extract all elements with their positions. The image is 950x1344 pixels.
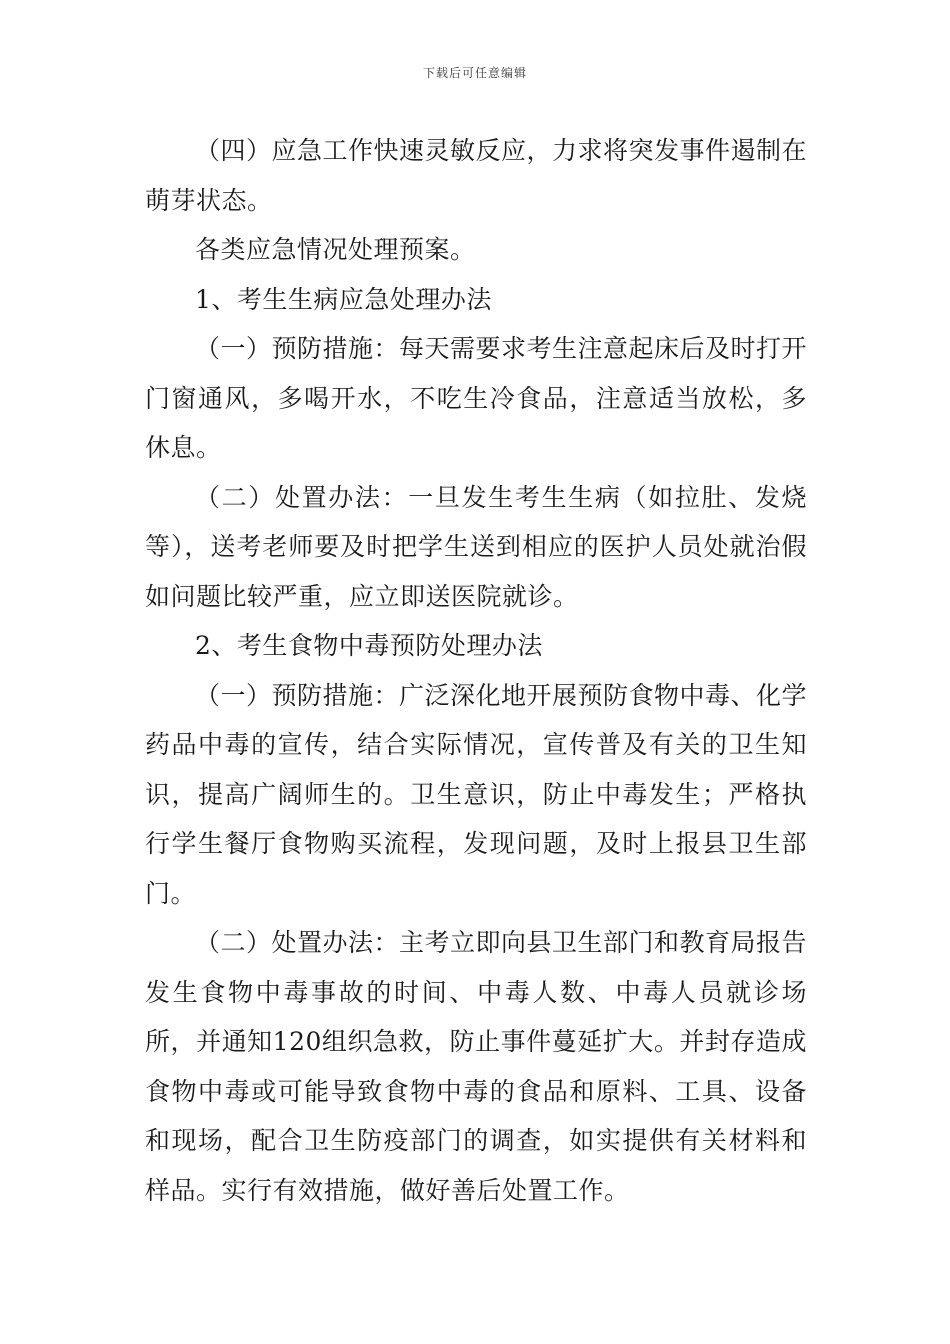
paragraph-food-prevention: （一）预防措施：广泛深化地开展预防食物中毒、化学药品中毒的宣传，结合实际情况，宣传普及有关的卫生知识，提高广阔师生的。卫生意识，防止中毒发生；严格执行学生餐厅食物购买流程，发现问题，及时上报县卫生部门。 [145, 680, 808, 908]
section-heading-illness: 1、考生生病应急处理办法 [195, 284, 492, 314]
page-header: 下载后可任意编辑 [422, 66, 527, 80]
paragraph-plans-heading: 各类应急情况处理预案。 [195, 235, 476, 264]
paragraph-food-handling: （二）处置办法：主考立即向县卫生部门和教育局报告发生食物中毒事故的时间、中毒人数、中毒人员就诊场所，并通知120组织急救，防止事件蔓延扩大。并封存造成食物中毒或可能导致食物中毒的食品和原料、工具、设备和现场，配合卫生防疫部门的调查，如实提供有关材料和样品。实行有效措施，做好善后处置工作。 [145, 928, 808, 1205]
section-heading-food-poisoning: 2、考生食物中毒预防处理办法 [195, 631, 543, 660]
paragraph-emergency-response: （四）应急工作快速灵敏反应，力求将突发事件遏制在萌芽状态。 [145, 136, 808, 215]
document-body [145, 126, 807, 1215]
paragraph-illness-handling: （二）处置办法：一旦发生考生生病（如拉肚、发烧等），送考老师要及时把学生送到相应的医护人员处就治假如问题比较严重，应立即送医院就诊。 [145, 482, 807, 611]
paragraph-illness-prevention: （一）预防措施：每天需要求考生注意起床后及时打开门窗通风，多喝开水，不吃生冷食品，注意适当放松，多休息。 [145, 334, 808, 462]
